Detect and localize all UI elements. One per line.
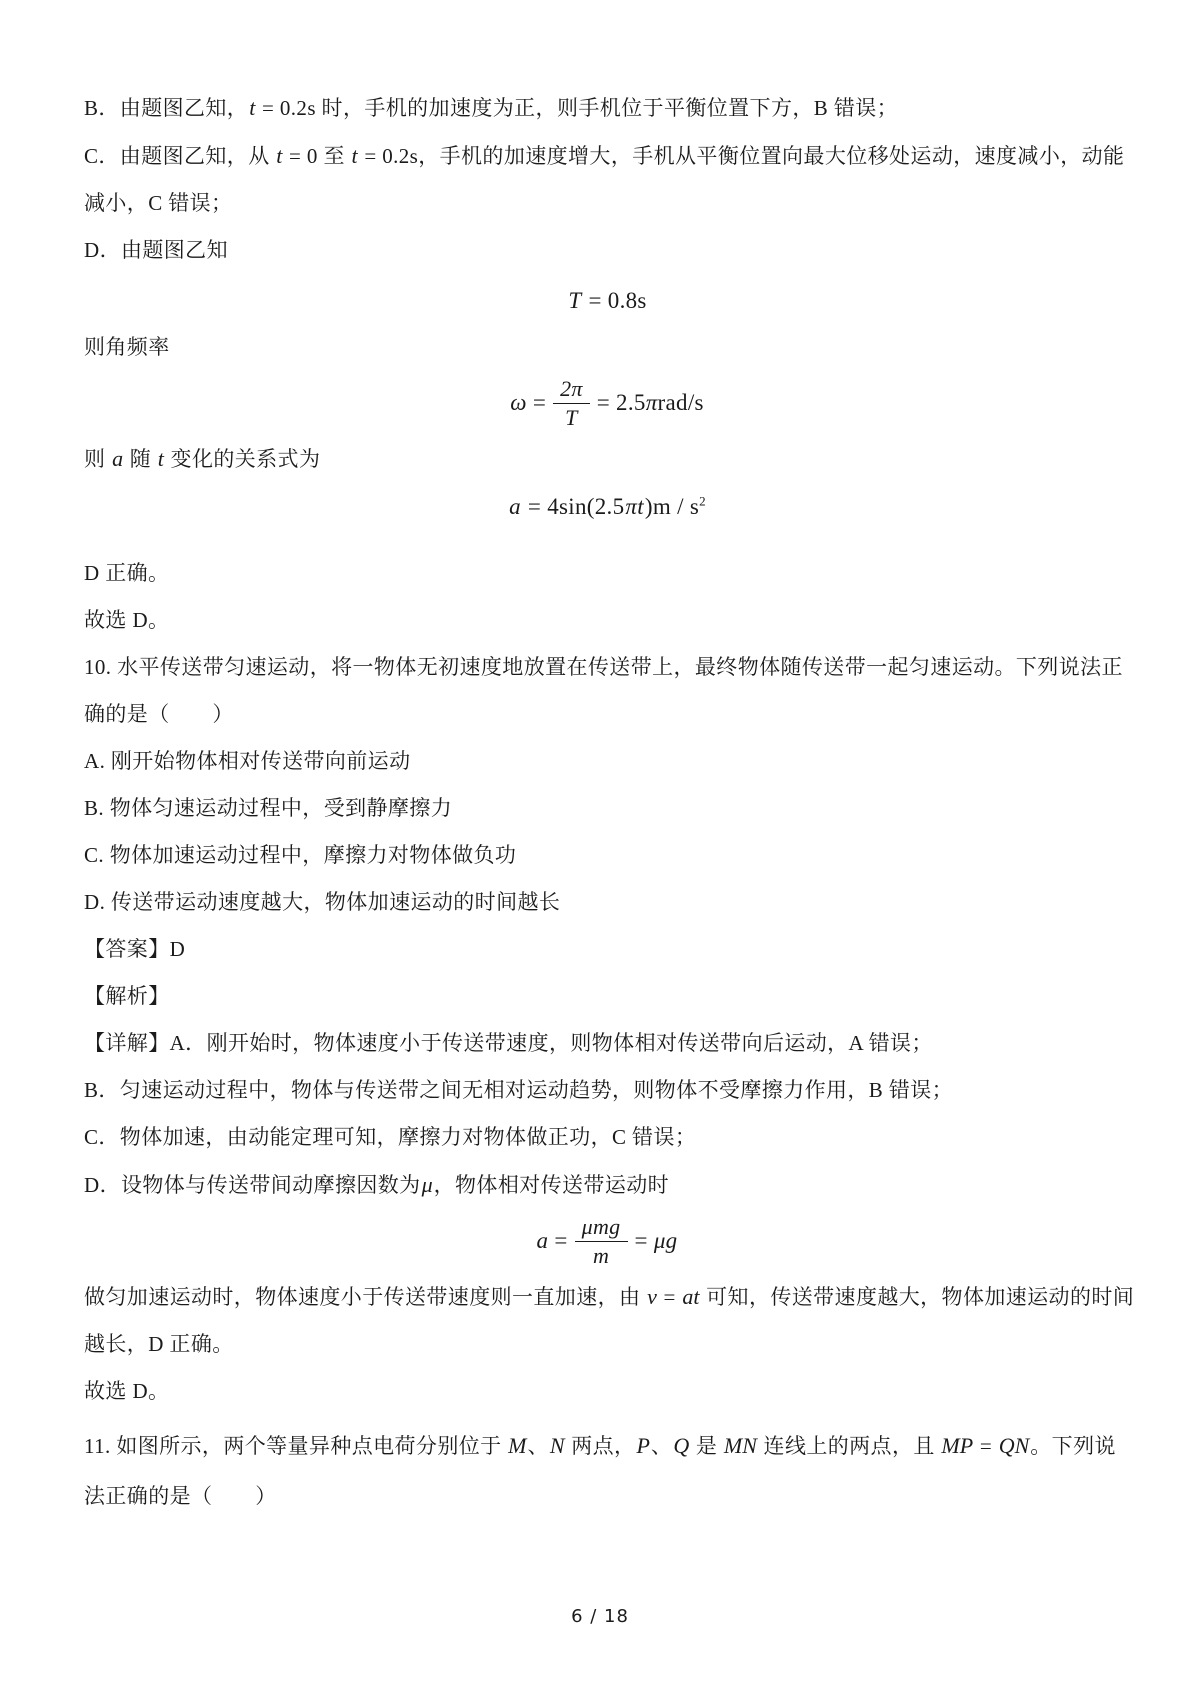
solution9-correct-statement: D 正确。: [84, 561, 170, 585]
question10-option-d: D. 传送带运动速度越大，物体加速运动的时间越长: [84, 890, 561, 914]
solution9-option-d-analysis: D．由题图乙知: [84, 238, 228, 262]
formula-omega-tail: = 2.5πrad/s: [596, 390, 704, 415]
question11-stem-line1: 11. 如图所示，两个等量异种点电荷分别位于 M、N 两点，P、Q 是 MN 连线上的两点，且 MP = QN。下列说: [84, 1433, 1116, 1458]
solution9-final-choice: 故选 D。: [84, 608, 170, 632]
solution9-frequency-label: 则角频率: [84, 335, 170, 359]
solution9-relation-label: 则 a 随 t 变化的关系式为: [84, 446, 321, 471]
question10-detail-a: 【详解】A．刚开始时，物体速度小于传送带速度，则物体相对传送带向后运动，A 错误；: [84, 1031, 933, 1055]
question10-analysis-label: 【解析】: [84, 984, 170, 1008]
formula-period: T = 0.8s: [568, 288, 647, 313]
formula-mu-lead: a =: [536, 1228, 568, 1253]
question10-final-choice: 故选 D。: [84, 1379, 170, 1403]
question11-stem-line2: 法正确的是（ ）: [84, 1484, 277, 1508]
question10-stem-line1: 10. 水平传送带匀速运动，将一物体无初速度地放置在传送带上，最终物体随传送带一起匀速运动。下列说法正: [84, 655, 1123, 679]
solution9-option-c-analysis-line1: C．由题图乙知，从 t = 0 至 t = 0.2s，手机的加速度增大，手机从平衡位置向最大位移处运动，速度减小，动能: [84, 143, 1125, 168]
question10-answer: 【答案】D: [84, 937, 186, 961]
formula-omega-lead: ω =: [510, 390, 547, 415]
fraction-numerator: μmg: [575, 1214, 628, 1242]
question10-detail-d: D．设物体与传送带间动摩擦因数为μ，物体相对传送带运动时: [84, 1172, 670, 1197]
fraction-denominator: T: [565, 404, 578, 430]
formula-angular-frequency: [84, 371, 1130, 435]
solution9-option-b-analysis: B．由题图乙知，t = 0.2s 时，手机的加速度为正，则手机位于平衡位置下方，B 错误；: [84, 95, 899, 120]
formula-mu-tail: = μg: [634, 1228, 678, 1253]
question10-detail-c: C．物体加速，由动能定理可知，摩擦力对物体做正功，C 错误；: [84, 1125, 697, 1149]
question10-option-b: B. 物体匀速运动过程中，受到静摩擦力: [84, 796, 453, 820]
formula-friction-acceleration: [84, 1209, 1130, 1273]
fraction: [575, 1214, 628, 1269]
fraction: [553, 376, 590, 431]
question10-detail-d-line3: 越长，D 正确。: [84, 1332, 234, 1356]
question10-detail-b: B．匀速运动过程中，物体与传送带之间无相对运动趋势，则物体不受摩擦力作用，B 错误；: [84, 1078, 954, 1102]
question10-stem-line2: 确的是（ ）: [84, 702, 234, 726]
formula-acceleration: $a = 4\sin(2.5\pi t)m / s^2$: [509, 493, 706, 519]
fraction-denominator: m: [592, 1242, 610, 1268]
question10-option-c: C. 物体加速运动过程中，摩擦力对物体做负功: [84, 843, 517, 867]
question10-detail-d-line2: 做匀加速运动时，物体速度小于传送带速度则一直加速，由 v = at 可知，传送带速度越大，物体加速运动的时间: [84, 1284, 1135, 1309]
page-content: [84, 84, 1135, 1520]
solution9-option-c-analysis-line2: 减小，C 错误；: [84, 191, 233, 215]
question10-option-a: A. 刚开始物体相对传送带向前运动: [84, 749, 411, 773]
page-number: 6 / 18: [571, 1606, 629, 1627]
fraction-numerator: 2π: [553, 376, 590, 404]
